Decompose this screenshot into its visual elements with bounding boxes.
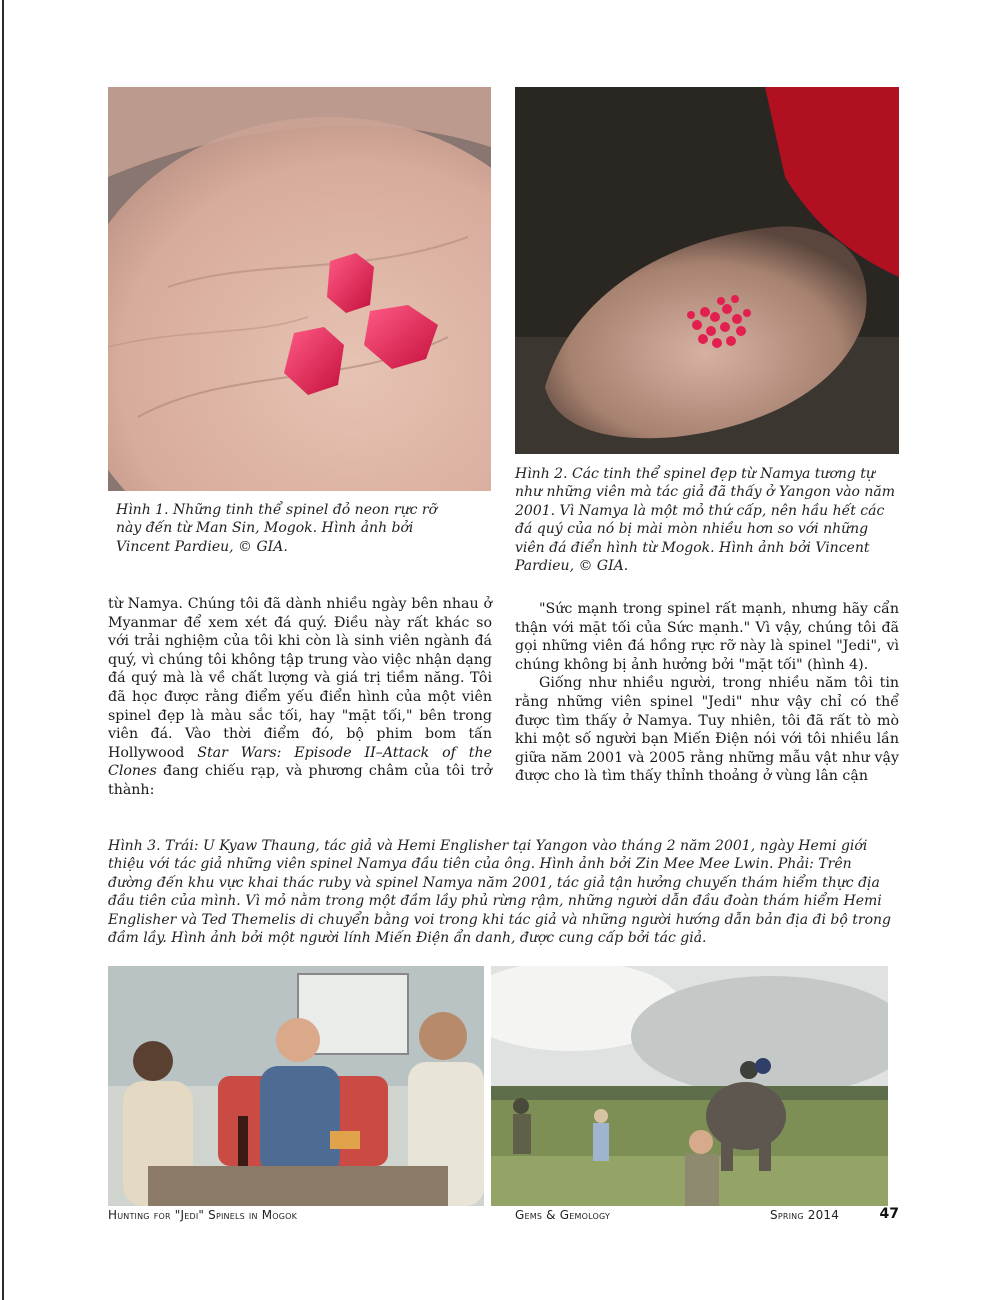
movie-title: Star Wars: Episode II–Attack of the Clones — [108, 744, 492, 780]
body-left-text: từ Namya. Chúng tôi đã dành nhiều ngày bên nhau ở Myanmar để xem xét đá quý. Điều này rất khác so với trải nghiệm của tôi khi còn là sinh viên ngành đá quý, vì chúng tôi không tập trung vào việc nhận dạng đá quý mà là về chất lượng và giá trị tiềm năng. Tôi đã học được rằng điểm yếu điển hình của một viên spinel đẹp là màu sắc tối, hay "mặt tối," bên trong viên đá. Vào thời điểm đó, bộ phim bom tấn Hollywood — [108, 596, 492, 761]
figure1-caption: Hình 1. Những tinh thể spinel đỏ neon rực rỡ này đến từ Man Sin, Mogok. Hình ảnh bởi Vincent Pardieu, © GIA. — [116, 502, 437, 555]
figure2-image — [515, 87, 899, 454]
page-number: 47 — [879, 1206, 899, 1222]
body-left-text-end: đang chiếu rạp, và phương châm của tôi trở thành: — [108, 763, 492, 798]
figure3-right-image — [491, 966, 888, 1206]
footer-journal: Gems & Gemology — [515, 1208, 611, 1222]
figure3-caption: Hình 3. Trái: U Kyaw Thaung, tác giả và Hemi Englisher tại Yangon vào tháng 2 năm 2001, ngày Hemi giới thiệu với tác giả những viên spinel Namya đầu tiên của ông. Hình ảnh bởi Zin Mee Mee Lwin. Phải: Trên đường đến khu vực khai thác ruby và spinel Namya năm 2001, tác giả tận hưởng chuyến thám hiểm thực địa đầu tiên của mình. Vì mỏ nằm trong một đầm lầy phủ rừng rậm, những người dẫn đầu đoàn thám hiểm Hemi Englisher và Ted Themelis di chuyển bằng voi trong khi tác giả và những người hướng dẫn bản địa đi bộ trong đầm lầy. Hình ảnh bởi một người lính Miến Điện ẩn danh, được cung cấp bởi tác giả. — [108, 838, 891, 947]
figure1-image — [108, 87, 491, 491]
body-right-paragraph-2: Giống như nhiều người, trong nhiều năm tôi tin rằng những viên spinel "Jedi" như vậy chỉ có thể được tìm thấy ở Namya. Tuy nhiên, tôi đã rất tò mò khi một số người bạn Miến Điện nói với tôi nhiều lần giữa năm 2001 và 2005 rằng những mẫu vật như vậy được cho là tìm thấy thỉnh thoảng ở vùng lân cận — [515, 675, 899, 785]
body-right-paragraph-1: "Sức mạnh trong spinel rất mạnh, nhưng hãy cẩn thận với mặt tối của Sức mạnh." Vì vậy, chúng tôi đã gọi những viên đá hồng rực rỡ này là spinel "Jedi", vì chúng không bị ảnh hưởng bởi "mặt tối" (hình 4). — [515, 601, 899, 673]
body-left-column — [108, 595, 492, 800]
figure2-drawing — [515, 87, 899, 454]
figure3-left-drawing — [108, 966, 484, 1206]
figure3-right-drawing — [491, 966, 888, 1206]
page-edge-rule — [2, 0, 4, 1300]
figure1-drawing — [108, 87, 491, 491]
body-right-column — [515, 600, 899, 786]
footer-issue: Spring 2014 — [770, 1208, 840, 1222]
figure2-caption: Hình 2. Các tinh thể spinel đẹp từ Namya tương tự như những viên mà tác giả đã thấy ở Yangon vào năm 2001. Vì Namya là một mỏ thứ cấp, nên hầu hết các đá quý của nó bị mài mòn nhiều hơn so với những viên đá điển hình từ Mogok. Hình ảnh bởi Vincent Pardieu, © GIA. — [515, 466, 896, 575]
figure3-left-image — [108, 966, 484, 1206]
body-left-paragraph — [108, 595, 492, 800]
footer-article-title: Hunting for "Jedi" Spinels in Mogok — [108, 1208, 298, 1222]
